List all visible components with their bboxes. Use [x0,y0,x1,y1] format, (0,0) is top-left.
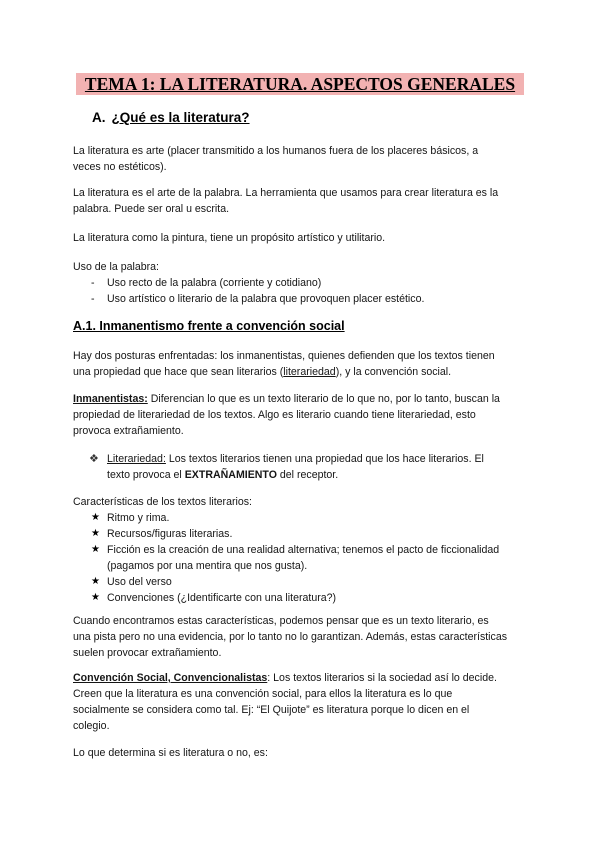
convencion-paragraph [73,670,526,734]
paragraph-6 [73,745,526,761]
section-a1-heading: A.1. Inmanentismo frente a convención social [73,319,345,333]
paragraph-5-line-1: Cuando encontramos estas características, podemos pensar que es un texto literario, es [73,615,489,627]
convencion-line-1 [73,670,526,686]
extranamiento-term: EXTRAÑAMIENTO [184,469,277,481]
caracteristicas-heading-text: Características de los textos literarios: [73,496,252,508]
literariedad-text: del receptor. [276,469,339,481]
paragraph-2-line-1: La literatura es el arte de la palabra. La herramienta que usamos para crear literatura es la [73,187,499,199]
caract-item-5: Convenciones (¿Identificarte con una literatura?) [107,592,337,604]
caract-item-4: Uso del verso [107,576,172,588]
uso-heading [73,259,526,275]
convencion-line-4: colegio. [73,720,110,732]
paragraph-1 [73,143,526,175]
convencion-line-2: Creen que la literatura es una convención social, para ellos la literatura es lo que [73,688,453,700]
star-bullet-icon: ★ [91,512,100,523]
section-a-label: ¿Qué es la literatura? [111,110,250,125]
uso-heading-text: Uso de la palabra: [73,261,159,273]
inmanentistas-line-2: propiedad de literariedad de los textos. Algo es literario cuando tiene literariedad, esto [73,409,476,421]
paragraph-4 [73,348,526,380]
caract-item-3-cont: (pagamos por una mentira que nos gusta). [107,560,308,572]
uso-item-1: Uso recto de la palabra (corriente y cotidiano) [107,277,322,289]
inmanentistas-text: Diferencian lo que es un texto literario de lo que no, por lo tanto, buscan la [147,393,500,405]
paragraph-2 [73,185,526,217]
convencion-term: Convención Social, Convencionalistas [73,672,268,684]
paragraph-4-text: ), y la convención social. [335,366,452,378]
uso-item-2: Uso artístico o literario de la palabra que provoquen placer estético. [107,293,425,305]
literariedad-text: texto provoca el [107,469,185,481]
dash-bullet: - [91,293,95,305]
diamond-bullet-icon: ❖ [89,453,99,465]
caract-item-1: Ritmo y rima. [107,512,170,524]
paragraph-4-line-2 [73,364,526,380]
star-bullet-icon: ★ [91,528,100,539]
paragraph-3 [73,230,526,246]
paragraph-1-line-2: veces no estéticos). [73,161,167,173]
page-title: TEMA 1: LA LITERATURA. ASPECTOS GENERALES [76,73,524,95]
literariedad-term: literariedad [283,366,336,378]
convencion-line-3: socialmente se considera como tal. Ej: “El Quijote” es literatura porque lo dicen en el [73,704,470,716]
caracteristicas-heading [73,494,526,510]
caract-item-3: Ficción es la creación de una realidad alternativa; tenemos el pacto de ficcionalidad [107,544,500,556]
dash-bullet: - [91,277,95,289]
paragraph-5-line-3: suelen provocar extrañamiento. [73,647,222,659]
literariedad-line-2 [107,467,526,483]
inmanentistas-paragraph [73,391,526,439]
inmanentistas-term: Inmanentistas: [73,393,148,405]
convencion-text: : Los textos literarios si la sociedad así lo decide. [267,672,497,684]
literariedad-paragraph [107,451,526,483]
paragraph-6-line: Lo que determina si es literatura o no, es: [73,747,268,759]
paragraph-4-text: una propiedad que hace que sean literarios ( [73,366,284,378]
star-bullet-icon: ★ [91,592,100,603]
paragraph-4-line-1: Hay dos posturas enfrentadas: los inmanentistas, quienes defienden que los textos tienen [73,350,495,362]
literariedad-label: Literariedad: [107,453,166,465]
paragraph-3-line: La literatura como la pintura, tiene un propósito artístico y utilitario. [73,232,386,244]
star-bullet-icon: ★ [91,544,100,555]
paragraph-2-line-2: palabra. Puede ser oral u escrita. [73,203,230,215]
star-bullet-icon: ★ [91,576,100,587]
paragraph-1-line-1: La literatura es arte (placer transmitido a los humanos fuera de los placeres básicos, a [73,145,479,157]
inmanentistas-line-3: provoca extrañamiento. [73,425,184,437]
inmanentistas-line-1 [73,391,526,407]
section-a-letter: A. [92,110,106,125]
literariedad-text: Los textos literarios tienen una propiedad que los hace literarios. El [165,453,484,465]
paragraph-5 [73,613,526,661]
paragraph-5-line-2: una pista pero no una evidencia, por lo tanto no lo garantizan. Además, estas características [73,631,508,643]
section-a-heading [92,109,250,127]
literariedad-line-1 [107,451,526,467]
caract-item-2: Recursos/figuras literarias. [107,528,233,540]
